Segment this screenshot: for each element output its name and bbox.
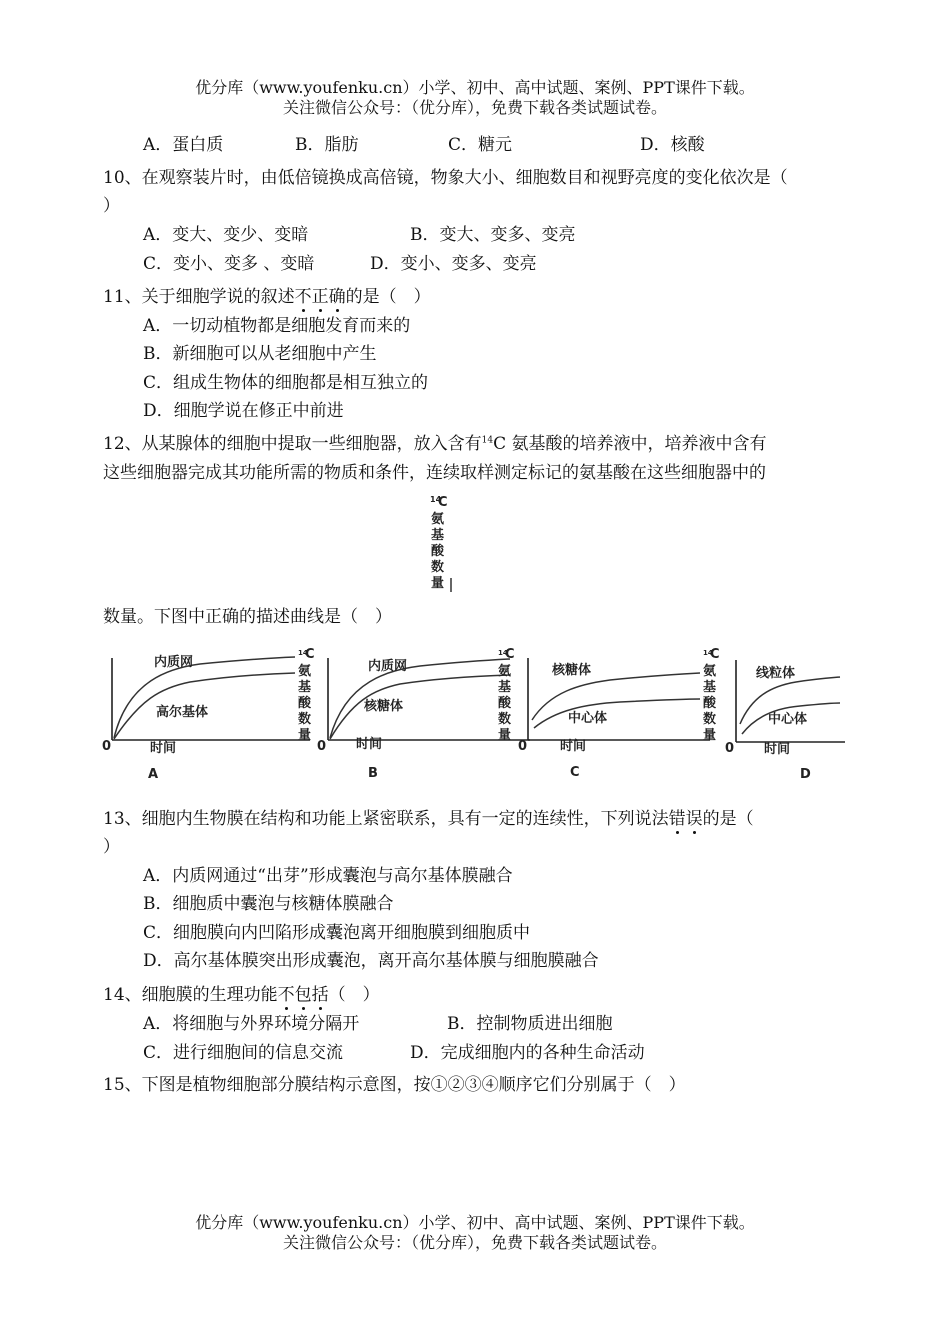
chart-panel-b	[298, 647, 530, 781]
q11-stem-pre: 11、关于细胞学说的叙述	[103, 287, 295, 307]
panel-d-ylabel-char-5: 量	[703, 728, 717, 743]
panel-d-origin: 0	[725, 741, 735, 756]
panel-c-origin: 0	[518, 739, 528, 754]
q11-option-b: B．新细胞可以从老细胞中产生	[143, 344, 377, 364]
panel-b-upper-label: 内质网	[368, 659, 408, 674]
panel-d-ylabel-char-1: 氨	[703, 664, 717, 679]
q9-option-c: C．糖元	[448, 135, 513, 155]
panel-d-ylabel-char-2: 基	[703, 680, 717, 695]
panel-a-upper-curve	[114, 657, 295, 738]
q14-emph-2: 包	[294, 985, 312, 1005]
panel-c-lower-curve	[534, 699, 700, 728]
fragment-ylabel-sup: 14	[430, 495, 442, 504]
q13-option-b: B．细胞质中囊泡与核糖体膜融合	[143, 894, 394, 914]
q9-option-a: A．蛋白质	[143, 135, 224, 155]
q13-option-a: A．内质网通过“出芽”形成囊泡与高尔基体膜融合	[143, 866, 513, 886]
panel-c-ylabel-char-2: 基	[498, 680, 512, 695]
q11-option-a: A．一切动植物都是细胞发育而来的	[143, 316, 411, 336]
q13-option-c: C．细胞膜向内凹陷形成囊泡离开细胞膜到细胞质中	[143, 923, 531, 943]
panel-c-upper-label: 核糖体	[552, 663, 592, 678]
chart-panel-d	[703, 647, 845, 782]
panel-b-xlabel: 时间	[356, 737, 383, 752]
q12-ylabel-fragment	[415, 488, 465, 593]
q12-line-2: 这些细胞器完成其功能所需的物质和条件，连续取样测定标记的氨基酸在这些细胞器中的	[103, 463, 766, 483]
q12-line-1	[103, 429, 767, 454]
panel-b-ylabel-sup: 14	[298, 649, 308, 657]
q9-option-b: B．脂肪	[295, 135, 359, 155]
panel-d-letter: D	[800, 767, 811, 782]
panel-c-ylabel-char-4: 数	[498, 712, 512, 727]
q14-option-b: B．控制物质进出细胞	[447, 1014, 613, 1034]
q14-emph-1: 不	[277, 985, 295, 1005]
panel-c-upper-curve	[532, 673, 700, 720]
q10-option-a: A．变大、变少、变暗	[143, 225, 309, 245]
q11-emph-1: 不	[294, 287, 312, 307]
chart-panel-c	[498, 647, 710, 780]
footer-line-2: 关注微信公众号：（优分库），免费下载各类试题试卷。	[282, 1233, 667, 1252]
q13-emph-1: 错	[668, 809, 686, 829]
q11-option-c: C．组成生物体的细胞都是相互独立的	[143, 373, 429, 393]
fragment-ylabel-char-4: 数	[431, 560, 445, 575]
q11-option-d: D．细胞学说在修正中前进	[143, 401, 344, 421]
panel-b-upper-curve	[330, 659, 510, 738]
q13-stem-end: ）	[103, 837, 120, 857]
q11-stem	[103, 282, 431, 307]
q12-line-1-post: C 氨基酸的培养液中，培养液中含有	[493, 434, 767, 454]
fragment-ylabel-char-1: 氨	[431, 512, 445, 527]
panel-d-ylabel-sup: 14	[703, 649, 713, 657]
fragment-ylabel-char-3: 酸	[431, 544, 445, 559]
q10-option-b: B．变大、变多、变亮	[410, 225, 576, 245]
q11-emph-2: 正	[311, 287, 329, 307]
panel-a-origin: 0	[102, 739, 112, 754]
q12-charts	[100, 640, 860, 790]
panel-c-ylabel-char-1: 氨	[498, 664, 512, 679]
panel-b-ylabel-char-4: 数	[298, 712, 312, 727]
header-line-1: 优分库（www.youfenku.cn）小学、初中、高中试题、案例、PPT课件下载。	[195, 78, 755, 97]
chart-panel-a	[102, 654, 310, 782]
header-line-2: 关注微信公众号：（优分库），免费下载各类试题试卷。	[282, 98, 667, 117]
q13-stem-pre: 13、细胞内生物膜在结构和功能上紧密联系，具有一定的连续性，下列说法	[103, 809, 669, 829]
q9-option-d: D．核酸	[640, 135, 705, 155]
q14-emph-3: 括	[311, 985, 329, 1005]
q13-option-d: D．高尔基体膜突出形成囊泡，离开高尔基体膜与细胞膜融合	[143, 951, 599, 971]
panel-b-lower-label: 核糖体	[364, 699, 404, 714]
q14-option-a: A．将细胞与外界环境分隔开	[143, 1014, 360, 1034]
panel-b-letter: B	[368, 766, 378, 781]
q11-stem-post: 的是（ ）	[345, 287, 431, 307]
q14-stem-pre: 14、细胞膜的生理功能	[103, 985, 278, 1005]
panel-c-ylabel-char-3: 酸	[498, 696, 512, 711]
q12-isotope: 14	[481, 435, 494, 446]
panel-a-lower-label: 高尔基体	[156, 705, 209, 720]
panel-c-lower-label: 中心体	[568, 711, 608, 726]
panel-c-ylabel-char-5: 量	[498, 728, 512, 743]
fragment-ylabel-char-2: 基	[431, 528, 445, 543]
panel-a-letter: A	[148, 767, 159, 782]
q11-emph-3: 确	[328, 287, 346, 307]
q12-line-1-pre: 12、从某腺体的细胞中提取一些细胞器，放入含有	[103, 434, 482, 454]
q15-stem: 15、下图是植物细胞部分膜结构示意图，按①②③④顺序它们分别属于（ ）	[103, 1075, 686, 1095]
panel-d-ylabel-c: C	[710, 647, 720, 662]
panel-b-ylabel-char-3: 酸	[298, 696, 312, 711]
q14-stem-post: （ ）	[328, 985, 380, 1005]
q10-option-c: C．变小、变多 、变暗	[143, 254, 315, 274]
panel-c-ylabel-sup: 14	[498, 649, 508, 657]
panel-d-upper-label: 线粒体	[756, 666, 796, 681]
panel-a-xlabel: 时间	[150, 741, 177, 756]
panel-b-origin: 0	[317, 739, 327, 754]
q13-stem	[103, 804, 754, 829]
panel-b-ylabel-char-1: 氨	[298, 664, 312, 679]
q12-line-3: 数量。下图中正确的描述曲线是（ ）	[103, 607, 392, 627]
q14-option-d: D．完成细胞内的各种生命活动	[410, 1043, 645, 1063]
panel-b-ylabel-char-2: 基	[298, 680, 312, 695]
panel-c-letter: C	[570, 765, 580, 780]
fragment-ylabel-char-5: 量	[431, 576, 445, 591]
q14-stem	[103, 980, 380, 1005]
panel-b-lower-curve	[330, 675, 510, 739]
panel-d-ylabel-char-3: 酸	[703, 696, 717, 711]
q14-option-c: C．进行细胞间的信息交流	[143, 1043, 344, 1063]
panel-d-lower-label: 中心体	[768, 712, 808, 727]
q10-stem-end: ）	[103, 196, 120, 216]
panel-c-ylabel-c: C	[505, 647, 515, 662]
panel-b-ylabel-char-5: 量	[298, 728, 312, 743]
fragment-ylabel-c: C	[438, 495, 448, 510]
panel-c-xlabel: 时间	[560, 739, 587, 754]
panel-d-ylabel-char-4: 数	[703, 712, 717, 727]
q10-option-d: D．变小、变多、变亮	[370, 254, 537, 274]
q10-stem: 10、在观察装片时，由低倍镜换成高倍镜，物象大小、细胞数目和视野亮度的变化依次是（	[103, 168, 788, 188]
panel-b-ylabel-c: C	[305, 647, 315, 662]
panel-d-xlabel: 时间	[764, 742, 791, 757]
q13-emph-2: 误	[685, 809, 703, 829]
q13-stem-post: 的是（	[702, 809, 754, 829]
panel-a-upper-label: 内质网	[154, 655, 194, 670]
footer-line-1: 优分库（www.youfenku.cn）小学、初中、高中试题、案例、PPT课件下载。	[195, 1213, 755, 1232]
